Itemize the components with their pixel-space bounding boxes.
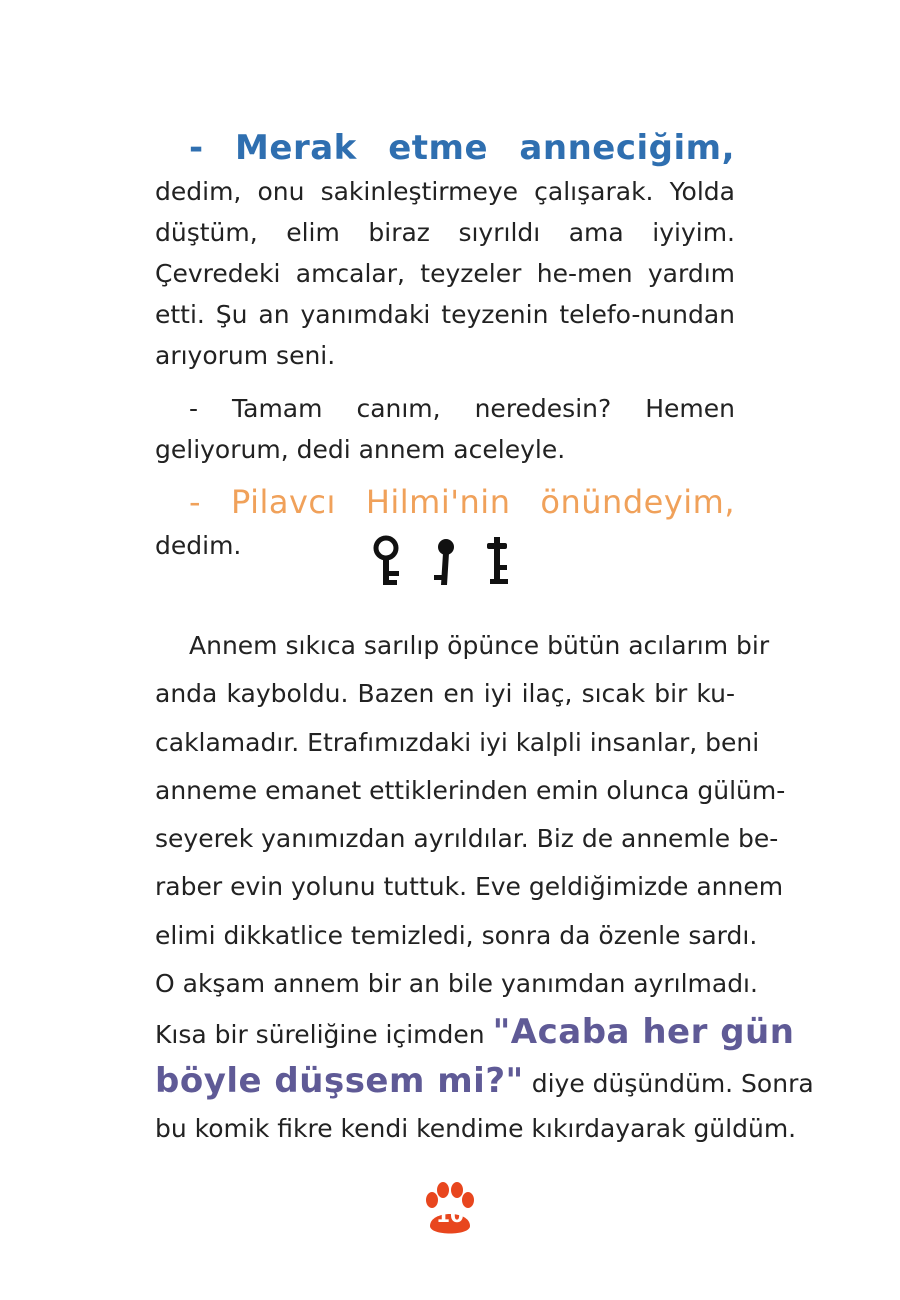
paragraph-2 — [155, 388, 735, 470]
story-line-4: anneme emanet ettiklerinden emin olunca gülüm- — [155, 775, 786, 805]
paragraph-2-text: - Tamam canım, neredesin? Hemen geliyorum, dedi annem aceleyle. — [155, 394, 735, 464]
dialogue-section — [155, 128, 735, 578]
story-line-10 — [155, 1057, 814, 1105]
page-number: 10 — [436, 1203, 464, 1227]
story-line-1: Annem sıkıca sarılıp öpünce bütün acılarım bir — [189, 631, 770, 660]
story-line-2: anda kayboldu. Bazen en iyi ilaç, sıcak bir ku- — [155, 679, 735, 709]
story-line-7: elimi dikkatlice temizledi, sonra da özenle sardı. — [155, 920, 758, 950]
page-number-badge — [420, 1180, 480, 1240]
paragraph-3-text: dedim. — [155, 531, 242, 560]
paragraph-1-text: dedim, onu sakinleştirmeye çalışarak. Yolda düştüm, elim biraz sıyrıldı ama iyiyim. Çevredeki amcalar, teyzeler he-men yardım etti. Şu an yanımdaki teyzenin telefo-nundan arıyorum seni. — [155, 177, 735, 370]
highlight-pilavci: - Pilavcı Hilmi'nin önündeyim, — [189, 483, 735, 521]
story-line-9 — [155, 1008, 795, 1056]
key-icon — [428, 535, 458, 591]
story-line-3: caklamadır. Etrafımızdaki iyi kalpli insanlar, beni — [155, 727, 760, 757]
story-paragraph — [155, 622, 814, 1153]
story-line-11: bu komik fikre kendi kendime kıkırdayarak güldüm. — [155, 1113, 797, 1143]
story-line-6: raber evin yolunu tuttuk. Eve geldiğimizde annem — [155, 872, 784, 902]
highlight-boyle: böyle düşsem mi?" — [155, 1060, 524, 1101]
story-line-9-prefix: Kısa bir süreliğine içimden — [155, 1020, 485, 1050]
key-icon — [370, 535, 406, 591]
paragraph-1 — [155, 128, 735, 376]
story-line-8: O akşam annem bir an bile yanımdan ayrılmadı. — [155, 969, 758, 999]
story-line-5: seyerek yanımızdan ayrıldılar. Biz de annemle be- — [155, 824, 779, 854]
highlight-merak: - Merak etme anneciğim, — [189, 128, 735, 168]
keys-decoration — [370, 535, 520, 595]
story-line-10-suffix: diye düşündüm. Sonra — [531, 1068, 814, 1098]
key-icon — [482, 535, 512, 591]
highlight-acaba: "Acaba her gün — [492, 1012, 795, 1053]
